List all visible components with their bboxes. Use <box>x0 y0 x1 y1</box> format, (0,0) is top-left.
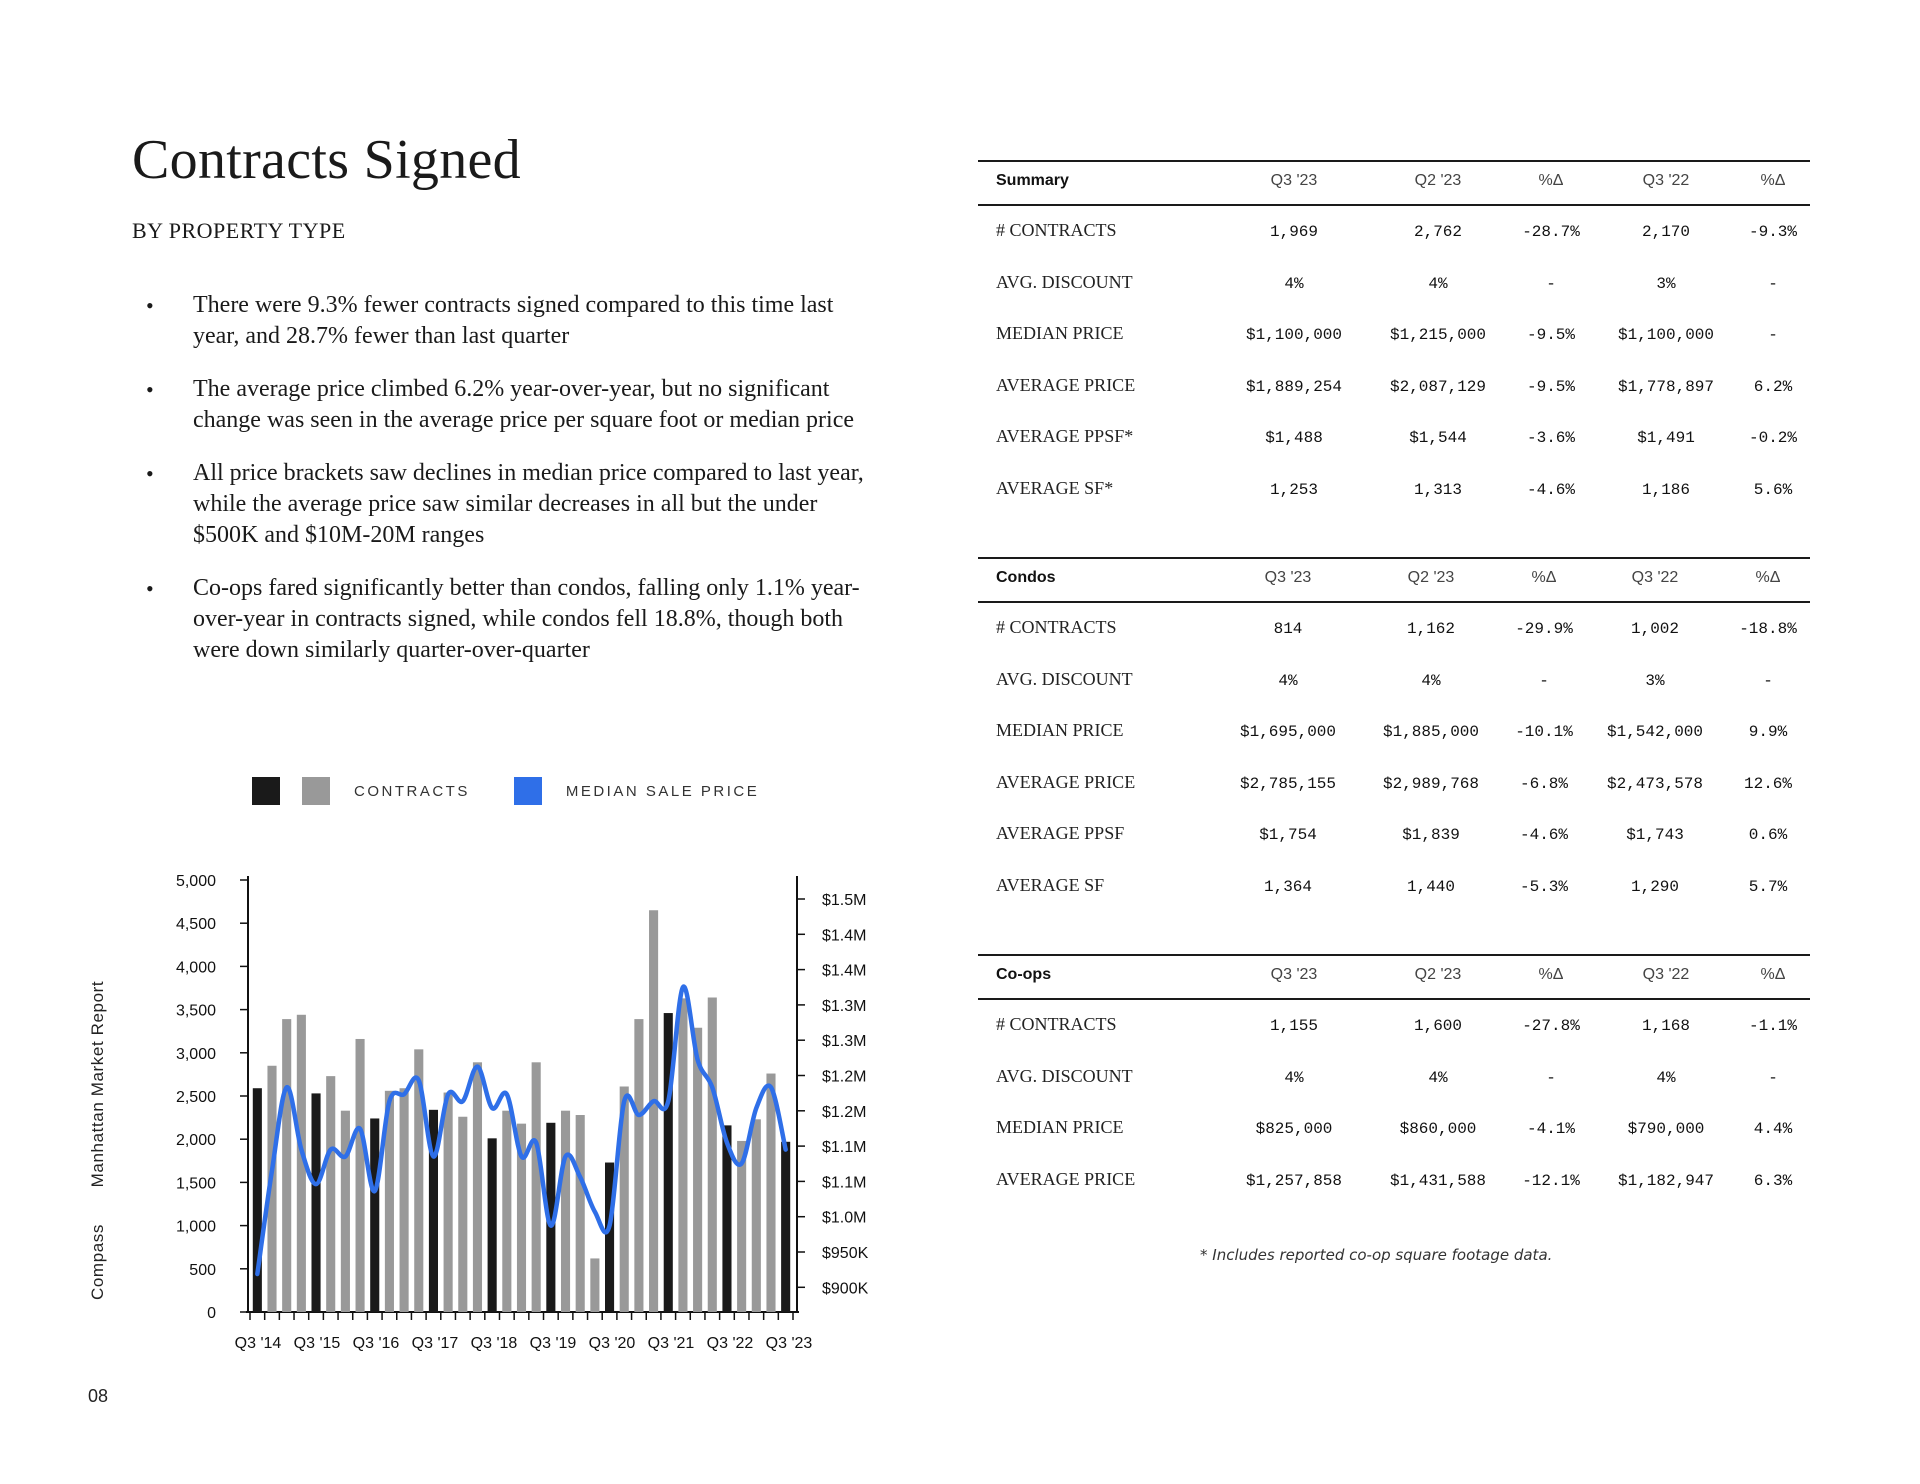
table-cell: - <box>1763 671 1773 690</box>
contracts-bar <box>488 1138 497 1312</box>
table-cell: 1,313 <box>1413 480 1463 499</box>
contracts-bar <box>766 1074 775 1312</box>
y2-tick-label: $1.5M <box>822 892 867 909</box>
table-cell: -4.6% <box>1526 480 1576 499</box>
x-tick-label: Q3 '17 <box>411 1335 459 1352</box>
table-cell: 3% <box>1645 671 1665 690</box>
table-row <box>978 706 1810 758</box>
contracts-bar <box>400 1088 409 1312</box>
table-cell: -1.1% <box>1748 1017 1798 1035</box>
contracts-bar <box>590 1258 599 1312</box>
table-cell: $1,488 <box>1265 429 1323 447</box>
column-header: Q2 '23 <box>1414 172 1462 189</box>
table-cell: 1,155 <box>1269 1017 1319 1035</box>
table-title: Summary <box>996 172 1069 189</box>
x-tick-label: Q3 '19 <box>529 1335 577 1352</box>
table-cell: $825,000 <box>1255 1120 1333 1138</box>
table-header <box>978 954 1810 1000</box>
y2-tick-label: $1.1M <box>822 1139 867 1157</box>
table-cell: $1,182,947 <box>1617 1171 1715 1190</box>
table-cell: $2,989,768 <box>1382 774 1480 793</box>
y2-tick-label: $1.4M <box>822 927 867 945</box>
table-row <box>978 603 1810 655</box>
table-cell: 1,364 <box>1263 877 1313 896</box>
contracts-bar <box>708 998 717 1312</box>
contracts-chart <box>0 860 900 1360</box>
table-cell: 4% <box>1428 274 1448 293</box>
contracts-bar <box>634 1019 643 1312</box>
x-tick-label: Q3 '21 <box>647 1335 695 1352</box>
table-cell: 4% <box>1284 274 1304 293</box>
table-cell: -4.6% <box>1519 826 1569 844</box>
table-cell: $1,743 <box>1626 826 1684 844</box>
brand-name: Compass <box>88 1223 107 1300</box>
column-header: %Δ <box>1760 172 1786 189</box>
y-tick-label: 3,000 <box>175 1045 216 1063</box>
bullet-item: • All price brackets saw declines in median price compared to last year, while the average price saw similar decreases in all but the under $500K and $10M-20M ranges <box>140 458 880 551</box>
table-cell: 4.4% <box>1753 1120 1793 1138</box>
table-cell: -3.6% <box>1526 429 1576 447</box>
contracts-bar <box>649 910 658 1312</box>
y2-tick-label: $950K <box>822 1245 869 1262</box>
contracts-bar <box>444 1093 453 1312</box>
bullet-list <box>140 290 880 688</box>
table-cell: $2,473,578 <box>1606 774 1704 793</box>
row-label: MEDIAN PRICE <box>996 323 1124 343</box>
table-cell: -0.2% <box>1748 429 1798 447</box>
y2-tick-label: $900K <box>822 1280 869 1298</box>
y-tick-label: 500 <box>189 1261 216 1279</box>
condos-table <box>978 557 1810 912</box>
table-row <box>978 758 1810 810</box>
table-cell: $1,839 <box>1402 826 1460 844</box>
row-label: AVG. DISCOUNT <box>996 1065 1133 1086</box>
bullet-item: • Co-ops fared significantly better than condos, falling only 1.1% year-over-year in contracts signed, while condos fell 18.8%, though both were down similarly quarter-over-quarter <box>140 573 880 666</box>
table-row <box>978 655 1810 707</box>
column-header: Q3 '22 <box>1631 569 1679 586</box>
page-title: Contracts Signed <box>132 129 521 191</box>
table-cell: - <box>1546 1068 1556 1087</box>
table-cell: $1,100,000 <box>1245 326 1343 344</box>
row-label: AVERAGE PRICE <box>996 1168 1136 1189</box>
row-label: # CONTRACTS <box>996 617 1117 637</box>
table-cell: -28.7% <box>1522 223 1580 241</box>
table-cell: -18.8% <box>1739 620 1797 638</box>
page-subtitle: BY PROPERTY TYPE <box>132 218 346 243</box>
table-cell: -6.8% <box>1519 774 1569 793</box>
coops-table <box>978 954 1810 1206</box>
x-tick-label: Q3 '18 <box>470 1335 518 1352</box>
table-row <box>978 1155 1810 1207</box>
contracts-bar <box>370 1118 379 1312</box>
table-cell: 1,969 <box>1269 223 1319 241</box>
table-cell: - <box>1539 671 1549 690</box>
column-header: %Δ <box>1531 569 1557 586</box>
table-cell: -5.3% <box>1519 877 1569 896</box>
table-cell: $2,087,129 <box>1389 377 1487 396</box>
table-cell: $1,100,000 <box>1617 326 1715 344</box>
table-cell: $1,431,588 <box>1389 1171 1487 1190</box>
y2-tick-label: $1.4M <box>822 962 867 980</box>
contracts-bar <box>311 1093 320 1312</box>
contracts-bar <box>356 1039 365 1312</box>
table-cell: $1,754 <box>1259 826 1317 844</box>
table-row <box>978 206 1810 258</box>
column-header: %Δ <box>1755 569 1781 586</box>
table-cell: $1,257,858 <box>1245 1171 1343 1190</box>
row-label: MEDIAN PRICE <box>996 1117 1124 1137</box>
table-row <box>978 361 1810 413</box>
table-cell: 1,600 <box>1413 1017 1463 1035</box>
table-cell: $790,000 <box>1627 1120 1705 1138</box>
table-cell: -9.5% <box>1526 326 1576 344</box>
table-cell: 5.7% <box>1748 877 1788 896</box>
table-cell: 6.2% <box>1753 377 1793 396</box>
table-cell: -9.5% <box>1526 377 1576 396</box>
column-header: Q3 '23 <box>1264 569 1312 586</box>
table-cell: 4% <box>1278 671 1298 690</box>
table-cell: 0.6% <box>1748 826 1788 844</box>
y-tick-label: 4,000 <box>175 959 216 977</box>
legend-swatch-contracts-dark <box>252 777 280 805</box>
legend-swatch-contracts <box>302 777 330 805</box>
table-cell: - <box>1768 274 1778 293</box>
table-cell: 6.3% <box>1753 1171 1793 1190</box>
row-label: AVERAGE PPSF <box>996 823 1125 843</box>
y2-tick-label: $1.2M <box>822 1068 867 1086</box>
row-label: AVERAGE SF* <box>996 477 1114 498</box>
table-cell: -12.1% <box>1522 1171 1580 1190</box>
column-header: Q3 '22 <box>1642 172 1690 189</box>
table-cell: 1,253 <box>1269 480 1319 499</box>
column-header: %Δ <box>1538 966 1564 983</box>
report-name: Manhattan Market Report <box>88 980 107 1188</box>
y-tick-label: 5,000 <box>175 873 216 890</box>
y-tick-label: 2,000 <box>175 1132 216 1150</box>
column-header: Q3 '23 <box>1270 966 1318 983</box>
table-cell: 4% <box>1421 671 1441 690</box>
contracts-bar <box>502 1111 511 1312</box>
row-label: AVG. DISCOUNT <box>996 668 1133 689</box>
contracts-bar <box>678 998 687 1312</box>
table-row <box>978 309 1810 361</box>
table-cell: $1,544 <box>1409 429 1467 447</box>
column-header: Q3 '22 <box>1642 966 1690 983</box>
bullet-item: • The average price climbed 6.2% year-over-year, but no significant change was seen in the average price per square foot or median price <box>140 374 880 436</box>
row-label: AVERAGE PRICE <box>996 374 1136 395</box>
y-tick-label: 2,500 <box>175 1089 216 1106</box>
table-row <box>978 1052 1810 1104</box>
y-tick-label: 4,500 <box>175 916 216 934</box>
table-cell: 1,440 <box>1406 877 1456 896</box>
row-label: AVG. DISCOUNT <box>996 271 1133 292</box>
contracts-bar <box>341 1111 350 1312</box>
row-label: AVERAGE PPSF* <box>996 426 1134 446</box>
table-cell: $2,785,155 <box>1239 774 1337 793</box>
table-cell: -29.9% <box>1515 620 1573 638</box>
y-tick-label: 0 <box>207 1305 216 1322</box>
table-cell: - <box>1768 326 1778 344</box>
table-row <box>978 1103 1810 1155</box>
table-cell: 5.6% <box>1753 480 1793 499</box>
x-tick-label: Q3 '22 <box>706 1335 754 1352</box>
table-cell: $1,542,000 <box>1606 723 1704 741</box>
contracts-bar <box>326 1076 335 1312</box>
y-tick-label: 1,500 <box>175 1175 216 1193</box>
table-title: Condos <box>996 569 1056 586</box>
table-header <box>978 160 1810 206</box>
contracts-bar <box>752 1119 761 1312</box>
footnote: * Includes reported co-op square footage data. <box>1200 1246 1553 1264</box>
chart-legend <box>252 775 759 807</box>
x-tick-label: Q3 '23 <box>765 1335 813 1352</box>
row-label: # CONTRACTS <box>996 220 1117 240</box>
table-title: Co-ops <box>996 966 1052 983</box>
contracts-bar <box>561 1111 570 1312</box>
column-header: Q3 '23 <box>1270 172 1318 189</box>
table-cell: - <box>1768 1068 1778 1087</box>
legend-swatch-median <box>514 777 542 805</box>
table-header <box>978 557 1810 603</box>
page-number: 08 <box>88 1386 109 1406</box>
contracts-bar <box>664 1013 673 1312</box>
contracts-bar <box>473 1062 482 1312</box>
y2-tick-label: $1.2M <box>822 1103 867 1121</box>
y2-tick-label: $1.0M <box>822 1209 867 1227</box>
x-tick-label: Q3 '14 <box>234 1335 282 1352</box>
contracts-bar <box>781 1142 790 1312</box>
table-cell: -10.1% <box>1515 723 1573 741</box>
y-tick-label: 1,000 <box>175 1218 216 1236</box>
bullet-item: • There were 9.3% fewer contracts signed compared to this time last year, and 28.7% fewer than last quarter <box>140 290 880 352</box>
table-cell: 4% <box>1284 1068 1304 1087</box>
table-cell: $1,778,897 <box>1617 377 1715 396</box>
table-cell: 1,186 <box>1641 480 1691 499</box>
table-row <box>978 464 1810 516</box>
row-label: MEDIAN PRICE <box>996 720 1124 740</box>
table-cell: $1,491 <box>1637 429 1695 447</box>
table-cell: 1,290 <box>1630 877 1680 896</box>
contracts-bar <box>576 1115 585 1312</box>
table-cell: -9.3% <box>1748 223 1798 241</box>
table-cell: 3% <box>1656 274 1676 293</box>
y2-tick-label: $1.3M <box>822 1033 867 1051</box>
column-header: %Δ <box>1538 172 1564 189</box>
table-row <box>978 809 1810 861</box>
table-cell: $1,695,000 <box>1239 723 1337 741</box>
table-row <box>978 861 1810 913</box>
row-label: AVERAGE PRICE <box>996 771 1136 792</box>
table-cell: $1,215,000 <box>1389 326 1487 344</box>
column-header: Q2 '23 <box>1407 569 1455 586</box>
y-tick-label: 3,500 <box>175 1002 216 1020</box>
table-cell: 1,002 <box>1630 620 1680 638</box>
table-cell: - <box>1546 274 1556 293</box>
table-cell: 1,168 <box>1641 1017 1691 1035</box>
table-cell: -27.8% <box>1522 1017 1580 1035</box>
y2-tick-label: $1.1M <box>822 1174 867 1192</box>
column-header: Q2 '23 <box>1414 966 1462 983</box>
table-cell: 2,170 <box>1641 223 1691 241</box>
table-cell: 814 <box>1273 620 1303 638</box>
legend-label-median: MEDIAN SALE PRICE <box>565 782 760 800</box>
contracts-bar <box>253 1088 262 1312</box>
x-tick-label: Q3 '15 <box>293 1335 341 1352</box>
table-cell: 12.6% <box>1743 774 1793 793</box>
contracts-bar <box>282 1019 291 1312</box>
summary-table <box>978 160 1810 515</box>
table-cell: 2,762 <box>1413 223 1463 241</box>
table-cell: 1,162 <box>1406 620 1456 638</box>
table-cell: $1,889,254 <box>1245 377 1343 396</box>
table-cell: -4.1% <box>1526 1120 1576 1138</box>
table-cell: 4% <box>1656 1068 1676 1087</box>
table-row <box>978 412 1810 464</box>
table-cell: 9.9% <box>1748 723 1788 741</box>
table-row <box>978 258 1810 310</box>
y2-tick-label: $1.3M <box>822 997 867 1015</box>
row-label: # CONTRACTS <box>996 1014 1117 1034</box>
legend-label-contracts: CONTRACTS <box>354 782 470 800</box>
table-cell: $860,000 <box>1399 1120 1477 1138</box>
x-tick-label: Q3 '20 <box>588 1335 636 1352</box>
contracts-bar <box>532 1062 541 1312</box>
table-row <box>978 1000 1810 1052</box>
contracts-bar <box>458 1117 467 1312</box>
x-tick-label: Q3 '16 <box>352 1335 400 1352</box>
table-cell: $1,885,000 <box>1382 723 1480 741</box>
table-cell: 4% <box>1428 1068 1448 1087</box>
row-label: AVERAGE SF <box>996 874 1105 895</box>
column-header: %Δ <box>1760 966 1786 983</box>
